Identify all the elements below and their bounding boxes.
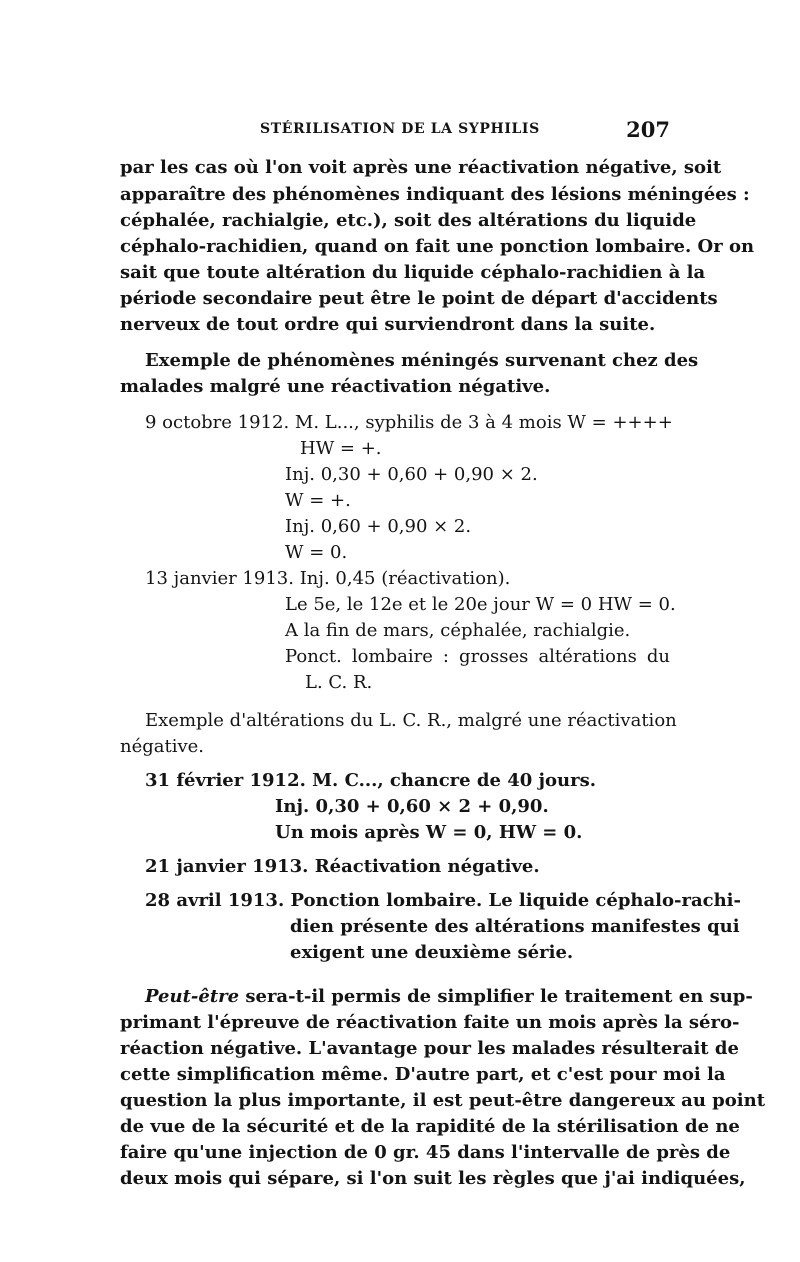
case-line: HW = +.: [300, 438, 382, 459]
case-line: W = 0.: [285, 542, 348, 563]
text-line: de vue de la sécurité et de la rapidité de la stérilisation de ne: [120, 1116, 740, 1137]
text-fragment: sera-t-il permis de simplifier le traitement en sup-: [245, 986, 753, 1007]
case-line: Un mois après W = 0, HW = 0.: [275, 822, 583, 843]
page-header: [120, 117, 670, 143]
text-line: céphalée, rachialgie, etc.), soit des altérations du liquide: [120, 210, 697, 231]
example-intro: Exemple d'altérations du L. C. R., malgré une réactivation: [145, 710, 677, 731]
case-line: 28 avril 1913. Ponction lombaire. Le liquide céphalo-rachi-: [145, 890, 741, 911]
text-line: cette simplification même. D'autre part, et c'est pour moi la: [120, 1064, 726, 1085]
case-line: Ponct. lombaire : grosses altérations du: [285, 646, 670, 667]
example-intro: négative.: [120, 736, 205, 757]
case-line: 21 janvier 1913. Réactivation négative.: [145, 856, 540, 877]
case-line: 31 février 1912. M. C..., chancre de 40 jours.: [145, 770, 596, 791]
text-line: nerveux de tout ordre qui surviendront dans la suite.: [120, 314, 656, 335]
case-line: A la fin de mars, céphalée, rachialgie.: [285, 620, 631, 641]
example-intro: Exemple de phénomènes méningés survenant chez des: [145, 350, 699, 371]
text-line: deux mois qui sépare, si l'on suit les règles que j'ai indiquées,: [120, 1168, 746, 1189]
text-line: primant l'épreuve de réactivation faite un mois après la séro-: [120, 1012, 740, 1033]
text-line: question la plus importante, il est peut-être dangereux au point: [120, 1090, 766, 1111]
text-line: céphalo-rachidien, quand on fait une ponction lombaire. Or on: [120, 236, 755, 257]
example-intro: malades malgré une réactivation négative.: [120, 376, 551, 397]
case-line: Le 5e, le 12e et le 20e jour W = 0 HW = 0.: [285, 594, 676, 615]
case-line: dien présente des altérations manifestes qui: [290, 916, 740, 937]
text-line: faire qu'une injection de 0 gr. 45 dans l'intervalle de près de: [120, 1142, 731, 1163]
running-title: STÉRILISATION DE LA SYPHILIS: [260, 121, 540, 137]
text-line: [145, 984, 753, 1010]
text-line: sait que toute altération du liquide céphalo-rachidien à la: [120, 262, 706, 283]
case-line: exigent une deuxième série.: [290, 942, 574, 963]
text-line: réaction négative. L'avantage pour les malades résulterait de: [120, 1038, 739, 1059]
case-line: Inj. 0,30 + 0,60 × 2 + 0,90.: [275, 796, 549, 817]
text-line: par les cas où l'on voit après une réactivation négative, soit: [120, 157, 722, 178]
emphasis-lead: Peut-être: [145, 986, 240, 1007]
case-line: 9 octobre 1912. M. L..., syphilis de 3 à 4 mois W = ++++: [145, 412, 673, 433]
case-line: Inj. 0,30 + 0,60 + 0,90 × 2.: [285, 464, 538, 485]
case-line: Inj. 0,60 + 0,90 × 2.: [285, 516, 472, 537]
text-line: apparaître des phénomènes indiquant des lésions méningées :: [120, 184, 750, 205]
page-number: 207: [626, 117, 670, 142]
case-line: W = +.: [285, 490, 351, 511]
case-line: 13 janvier 1913. Inj. 0,45 (réactivation).: [145, 568, 511, 589]
case-line: L. C. R.: [305, 672, 373, 693]
text-line: période secondaire peut être le point de départ d'accidents: [120, 288, 718, 309]
